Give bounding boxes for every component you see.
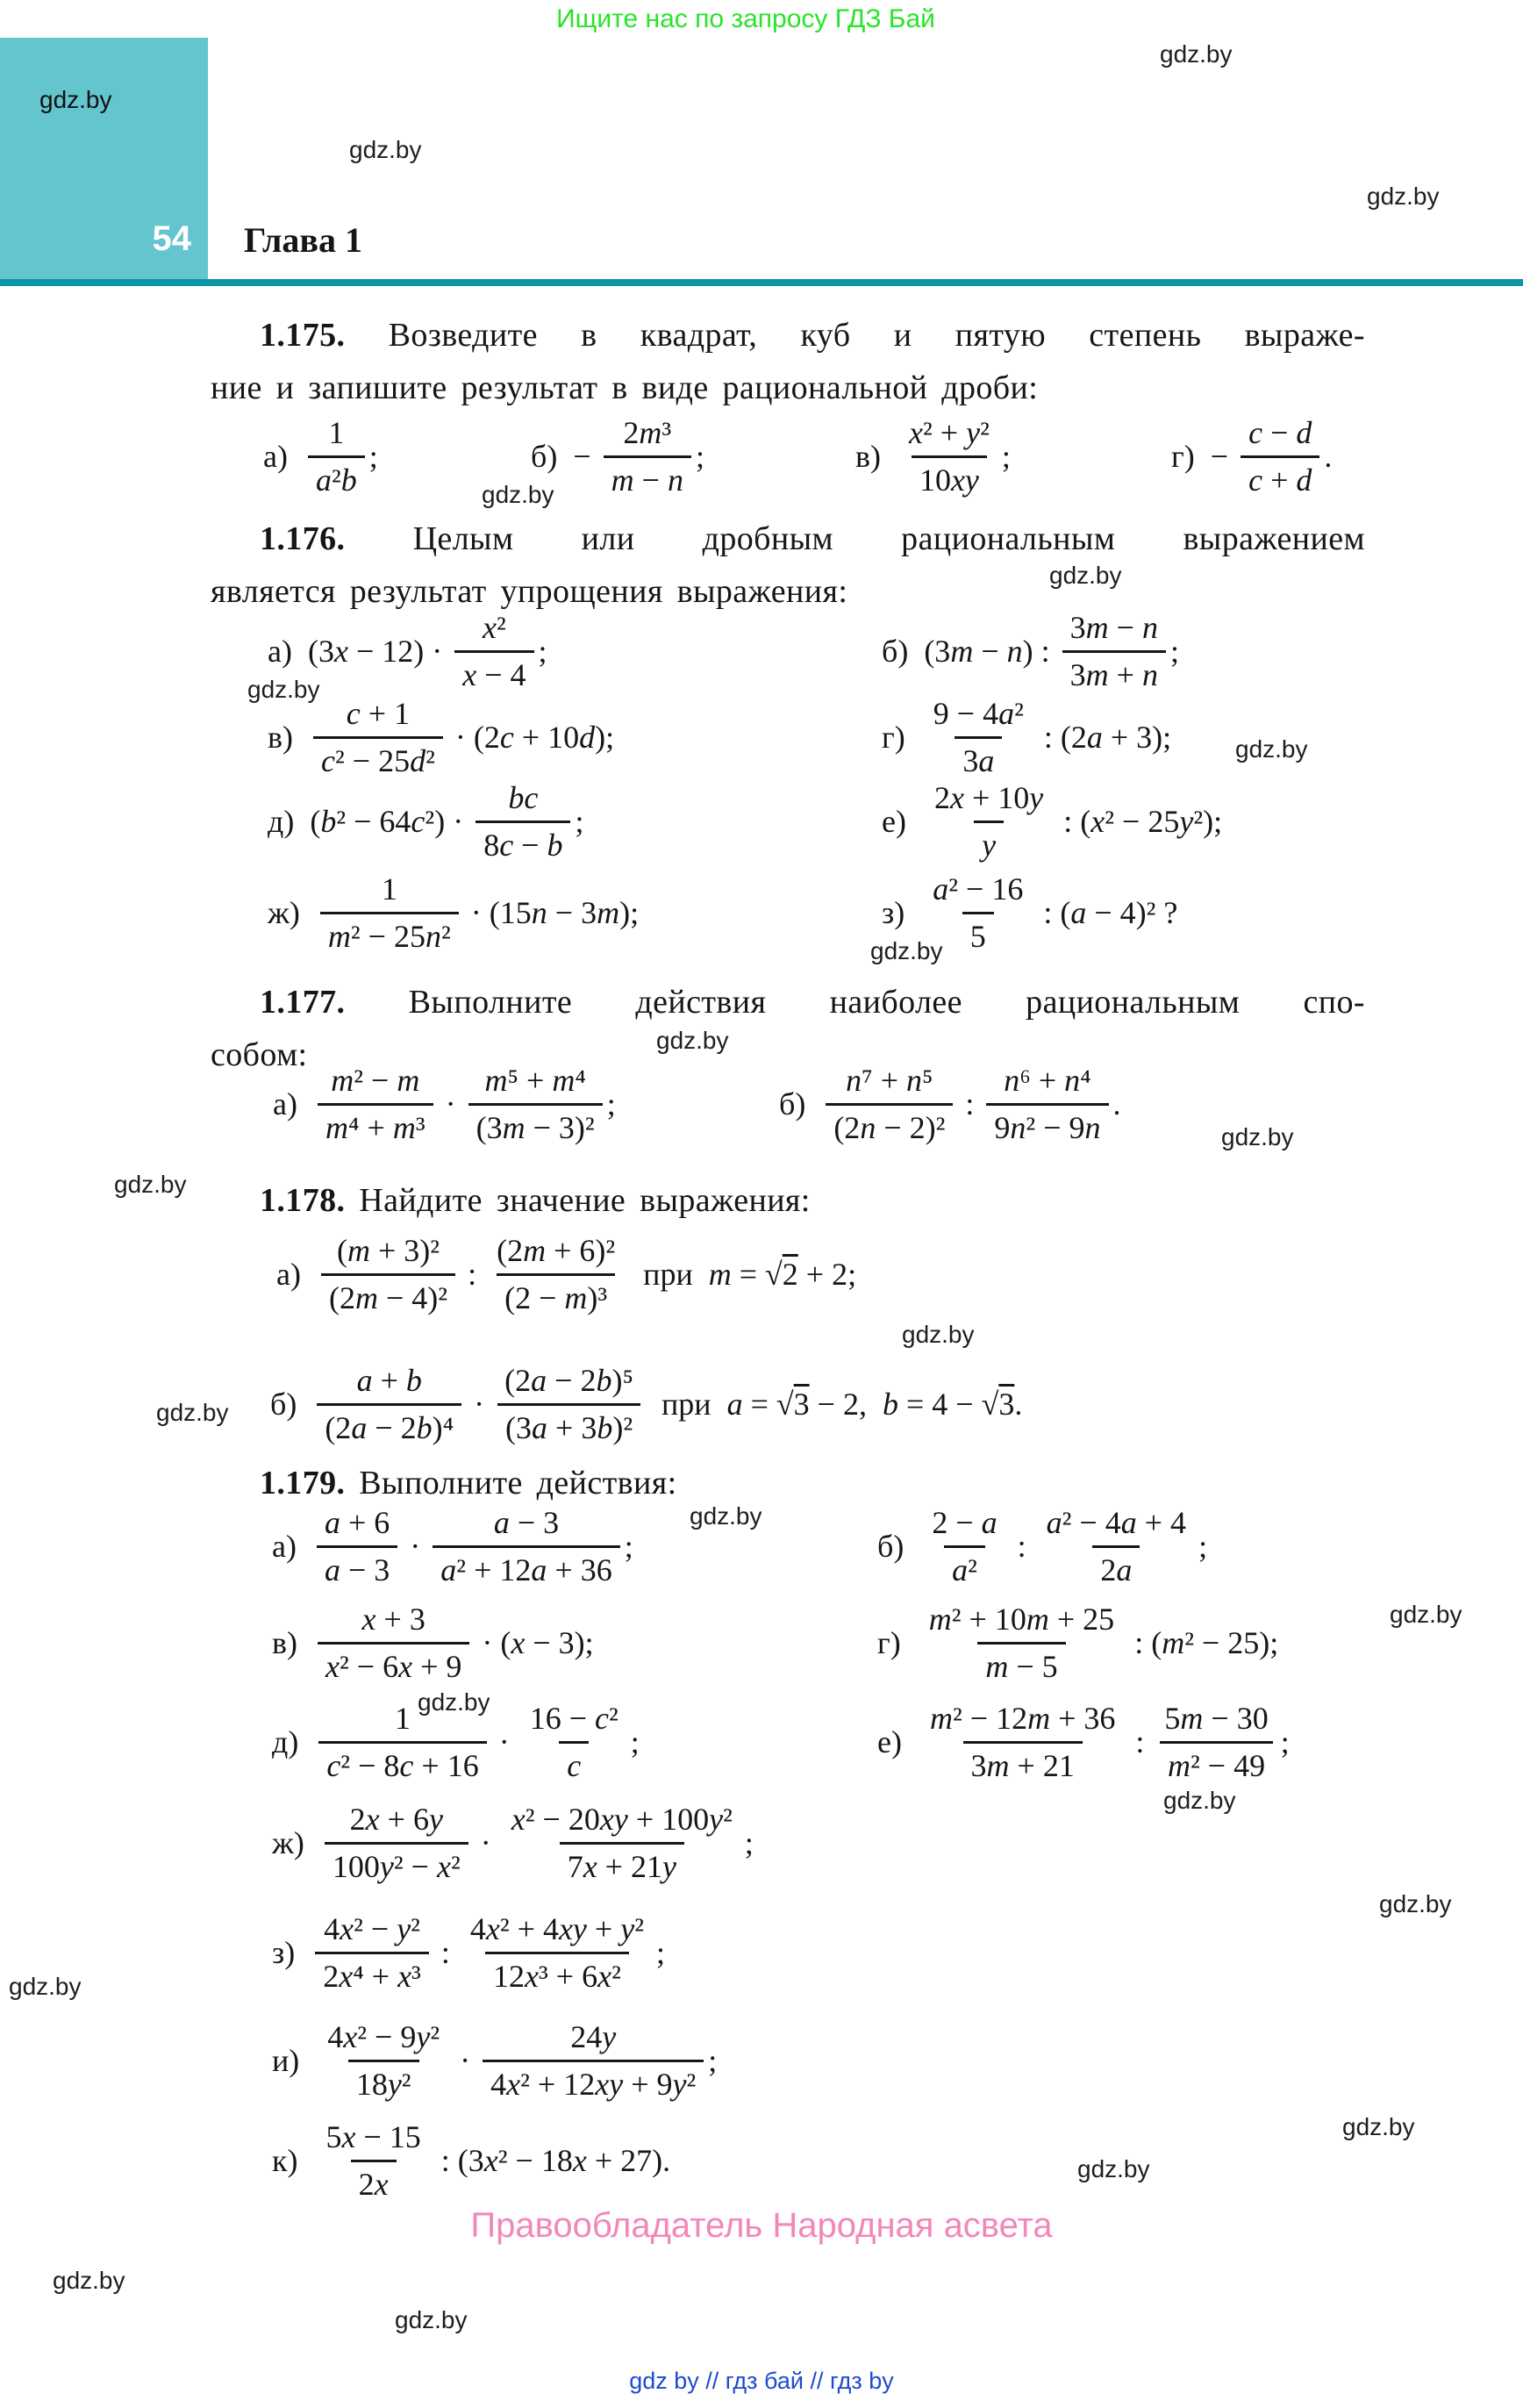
denominator: c	[559, 1741, 589, 1784]
formula-text: (3x − 12) ·	[307, 634, 451, 669]
fraction	[924, 1504, 1005, 1588]
watermark: gdz.by	[690, 1502, 762, 1530]
item-label: к)	[272, 2143, 298, 2178]
chapter-title: Глава 1	[244, 220, 362, 260]
watermark: gdz.by	[114, 1171, 187, 1198]
fraction	[522, 1700, 626, 1784]
numerator: 3m − n	[1069, 610, 1158, 645]
numerator: 24y	[570, 2019, 617, 2054]
numerator: (2a − 2b)⁵	[504, 1363, 634, 1398]
fraction	[921, 1601, 1122, 1685]
fraction	[926, 779, 1051, 864]
numerator: 5m − 30	[1164, 1701, 1269, 1736]
denominator: 100y² − x²	[325, 1842, 468, 1885]
numerator: m² − m	[331, 1063, 420, 1098]
numerator: 16 − c²	[529, 1701, 618, 1736]
denominator: 12x³ + 6x²	[485, 1952, 629, 1995]
formula-text: :	[433, 1935, 458, 1970]
fraction	[462, 1910, 652, 1995]
numerator: 4x² − 9y²	[327, 2019, 440, 2054]
exercise-item-1.175-б	[531, 414, 704, 498]
item-label: б)	[531, 439, 558, 474]
denominator: 9n² − 9n	[986, 1103, 1108, 1146]
numerator: 9 − 4a²	[933, 696, 1024, 731]
formula-text: + 2;	[797, 1257, 857, 1292]
item-label: б)	[877, 1529, 905, 1564]
numerator: 5x − 15	[325, 2119, 421, 2154]
exercise-item-1.179-в	[272, 1601, 594, 1685]
formula-text: ·	[402, 1529, 429, 1564]
watermark: gdz.by	[9, 1973, 82, 2000]
formula-text: ;	[538, 634, 547, 669]
formula-text: : (3x² − 18x + 27).	[433, 2143, 671, 2178]
denominator: 4x² + 12xy + 9y²	[483, 2060, 704, 2103]
denominator: y	[974, 821, 1004, 864]
item-label: в)	[855, 439, 881, 474]
numerator: 2m³	[623, 415, 672, 450]
watermark: gdz.by	[902, 1321, 975, 1348]
formula-text: ·	[452, 2043, 479, 2078]
item-label: б)	[270, 1387, 297, 1422]
formula-text: ;	[1169, 634, 1179, 669]
problem-number: 1.179.	[260, 1465, 346, 1501]
denominator: a²b	[308, 455, 365, 498]
item-label: в)	[268, 720, 293, 755]
numerator: 2x + 10y	[933, 780, 1044, 815]
denominator: a² + 12a + 36	[433, 1545, 619, 1588]
exercise-item-1.176-ж	[268, 871, 639, 955]
watermark: gdz.by	[247, 676, 320, 703]
exercise-item-1.178-б	[270, 1362, 1022, 1446]
header-rule	[0, 279, 1523, 286]
numerator: 4x² + 4xy + y²	[469, 1911, 645, 1946]
exercise-item-1.175-г	[1171, 414, 1332, 498]
fraction	[1241, 414, 1319, 498]
problem-line: собом:	[211, 1036, 308, 1073]
denominator: 3m + 21	[963, 1741, 1083, 1784]
problem-text-1.178	[211, 1174, 1365, 1227]
denominator: m − 5	[977, 1642, 1065, 1685]
exercise-item-1.175-а	[263, 414, 378, 498]
numerator: x²	[482, 610, 506, 645]
item-label: г)	[882, 720, 905, 755]
page-number: 54	[152, 219, 191, 258]
watermark: gdz.by	[1367, 183, 1440, 210]
problem-line: 1.176. Целым или дробным рациональным выражением	[260, 520, 1365, 557]
item-label: а)	[272, 1529, 297, 1564]
fraction	[1039, 1504, 1194, 1588]
formula-text: ;	[624, 1529, 633, 1564]
formula-text: ;	[744, 1825, 754, 1860]
item-label: е)	[882, 804, 906, 839]
formula-text: · (15n − 3m);	[462, 895, 640, 930]
denominator: 3a	[955, 736, 1002, 779]
formula-text: .	[1112, 1086, 1121, 1122]
footer-links: gdz by // гдз бай // гдз by	[629, 2368, 894, 2394]
exercise-item-1.176-б	[882, 609, 1179, 693]
exercise-item-1.178-а	[276, 1232, 856, 1316]
formula-text: при m =	[627, 1257, 766, 1292]
numerator: 2x + 6y	[349, 1802, 443, 1837]
top-banner: Ищите нас по запросу ГДЗ Бай	[556, 4, 935, 33]
exercise-item-1.176-в	[268, 695, 614, 779]
fraction	[483, 2018, 704, 2103]
fraction	[468, 1062, 603, 1146]
numerator: n⁶ + n⁴	[1004, 1063, 1091, 1098]
formula-text: ;	[630, 1724, 640, 1759]
formula-text: ;	[1198, 1529, 1208, 1564]
problem-number: 1.177.	[260, 984, 346, 1021]
fraction	[308, 414, 365, 498]
item-label: а)	[273, 1086, 297, 1122]
numerator: x² + y²	[909, 415, 990, 450]
problem-text-1.175	[211, 309, 1365, 414]
formula-text: : (a − 4)² ?	[1035, 895, 1178, 930]
numerator: a − 3	[493, 1505, 560, 1540]
item-label: а)	[268, 634, 292, 669]
square-root: √2	[765, 1257, 798, 1292]
denominator: m⁴ + m³	[318, 1103, 433, 1146]
formula-text: :	[460, 1257, 485, 1292]
fraction	[317, 1504, 397, 1588]
exercise-item-1.175-в	[855, 414, 1011, 498]
fraction	[926, 695, 1032, 779]
exercise-item-1.179-а	[272, 1504, 633, 1588]
numerator: bc	[508, 780, 539, 815]
fraction	[922, 1700, 1123, 1784]
denominator: a − 3	[317, 1545, 397, 1588]
formula-text: −	[573, 439, 599, 474]
denominator: 2x	[351, 2160, 397, 2203]
formula-text: − 2, b = 4 −	[809, 1387, 982, 1422]
problem-number: 1.178.	[260, 1182, 346, 1219]
fraction	[604, 414, 691, 498]
formula-text: ·	[437, 1086, 464, 1122]
item-label: б)	[882, 634, 909, 669]
numerator: a + 6	[324, 1505, 390, 1540]
fraction	[433, 1504, 619, 1588]
fraction	[319, 2018, 447, 2103]
item-label: б)	[779, 1086, 806, 1122]
formula-text: ;	[1280, 1724, 1290, 1759]
formula-text: .	[1014, 1387, 1023, 1422]
exercise-item-1.179-б	[877, 1504, 1207, 1588]
square-root: √3	[776, 1387, 810, 1422]
square-root: √3	[981, 1387, 1015, 1422]
numerator: c − d	[1248, 415, 1312, 450]
formula-text: при a =	[646, 1387, 776, 1422]
problem-number: 1.176.	[260, 520, 346, 557]
formula-text: ;	[695, 439, 704, 474]
fraction	[318, 1601, 469, 1685]
numerator: m² + 10m + 25	[928, 1602, 1115, 1637]
denominator: 2x⁴ + x³	[315, 1952, 429, 1995]
denominator: (2 − m)³	[497, 1273, 615, 1316]
item-label: з)	[272, 1935, 296, 1970]
item-label: а)	[276, 1257, 301, 1292]
denominator: 5	[962, 912, 994, 955]
fraction	[901, 414, 997, 498]
numerator: a + b	[356, 1363, 422, 1398]
problem-line: 1.175. Возведите в квадрат, куб и пятую степень выраже-	[260, 317, 1365, 354]
exercise-item-1.176-д	[268, 779, 584, 864]
denominator: c² − 8c + 16	[318, 1741, 486, 1784]
numerator: 1	[328, 415, 345, 450]
numerator: n⁷ + n⁵	[846, 1063, 933, 1098]
item-label: ж)	[272, 1825, 304, 1860]
formula-text: · (2c + 10d);	[447, 720, 615, 755]
formula-text: :	[957, 1086, 983, 1122]
fraction	[497, 1362, 641, 1446]
formula-text: : (2a + 3);	[1035, 720, 1172, 755]
denominator: (3m − 3)²	[468, 1103, 603, 1146]
denominator: 7x + 21y	[560, 1842, 684, 1885]
formula-text: ·	[472, 1825, 499, 1860]
watermark: gdz.by	[1077, 2155, 1150, 2182]
fraction	[489, 1232, 623, 1316]
exercise-item-1.176-г	[882, 695, 1171, 779]
formula-text: ;	[575, 804, 584, 839]
exercise-item-1.177-а	[273, 1062, 616, 1146]
exercise-item-1.179-г	[877, 1601, 1278, 1685]
fraction	[475, 779, 570, 864]
problem-text-1.176	[211, 512, 1365, 618]
denominator: c² − 25d²	[313, 736, 443, 779]
formula-text: · (x − 3);	[474, 1625, 594, 1660]
numerator: m² − 12m + 36	[929, 1701, 1116, 1736]
denominator: c + d	[1241, 455, 1319, 498]
fraction	[325, 1801, 468, 1885]
formula-text: :	[1009, 1529, 1034, 1564]
fraction	[318, 1062, 433, 1146]
watermark: gdz.by	[418, 1688, 490, 1716]
numerator: (m + 3)²	[336, 1233, 440, 1268]
denominator: x² − 6x + 9	[318, 1642, 469, 1685]
formula-text: .	[1324, 439, 1333, 474]
item-label: е)	[877, 1724, 902, 1759]
problem-number: 1.175.	[260, 317, 346, 354]
formula-text: ;	[368, 439, 378, 474]
denominator: 10xy	[912, 455, 987, 498]
exercise-item-1.179-ж	[272, 1801, 754, 1885]
item-label: а)	[263, 439, 288, 474]
numerator: (2m + 6)²	[497, 1233, 616, 1268]
denominator: (3a + 3b)²	[497, 1403, 640, 1446]
watermark: gdz.by	[482, 481, 554, 508]
item-label: и)	[272, 2043, 300, 2078]
denominator: 3m + n	[1062, 650, 1166, 693]
fraction	[315, 1910, 429, 1995]
formula-text: −	[1210, 439, 1237, 474]
watermark: gdz.by	[53, 2267, 125, 2294]
watermark: gdz.by	[1160, 40, 1233, 68]
denominator: x − 4	[454, 650, 533, 693]
numerator: 1	[381, 871, 397, 907]
fraction	[1156, 1700, 1276, 1784]
denominator: 8c − b	[475, 821, 570, 864]
formula-text: (3m − n) :	[924, 634, 1058, 669]
copyright-note: Правообладатель Народная асвета	[470, 2206, 1053, 2245]
numerator: c + 1	[346, 696, 411, 731]
numerator: x² − 20xy + 100y²	[511, 1802, 733, 1837]
fraction	[317, 1362, 461, 1446]
watermark: gdz.by	[1163, 1787, 1236, 1814]
numerator: 2 − a	[932, 1505, 997, 1540]
formula-text: ;	[1001, 439, 1011, 474]
exercise-item-1.176-е	[882, 779, 1222, 864]
numerator: x + 3	[361, 1602, 425, 1637]
watermark: gdz.by	[1342, 2113, 1415, 2140]
watermark: gdz.by	[39, 86, 112, 113]
numerator: m⁵ + m⁴	[484, 1063, 586, 1098]
watermark: gdz.by	[656, 1027, 729, 1054]
formula-text: (b² − 64c²) ·	[310, 804, 472, 839]
item-label: д)	[268, 804, 295, 839]
item-label: з)	[882, 895, 905, 930]
denominator: m² − 49	[1160, 1741, 1273, 1784]
numerator: a² − 4a + 4	[1046, 1505, 1187, 1540]
exercise-item-1.179-е	[877, 1700, 1290, 1784]
item-label: г)	[877, 1625, 901, 1660]
exercise-item-1.179-к	[272, 2118, 670, 2203]
problem-line: 1.179. Выполните действия:	[260, 1465, 677, 1501]
formula-text: ;	[606, 1086, 616, 1122]
item-label: в)	[272, 1625, 297, 1660]
problem-line: является результат упрощения выражения:	[211, 573, 848, 610]
watermark: gdz.by	[156, 1399, 229, 1426]
fraction	[318, 2118, 428, 2203]
fraction	[1062, 609, 1166, 693]
item-label: ж)	[268, 895, 300, 930]
formula-text: ·	[490, 1724, 518, 1759]
watermark: gdz.by	[870, 937, 943, 964]
formula-text: ;	[708, 2043, 718, 2078]
denominator: (2n − 2)²	[826, 1103, 953, 1146]
fraction	[986, 1062, 1108, 1146]
problem-line: 1.178. Найдите значение выражения:	[260, 1182, 811, 1219]
numerator: 4x² − y²	[324, 1911, 420, 1946]
watermark: gdz.by	[1049, 562, 1122, 589]
fraction	[320, 871, 459, 955]
numerator: 1	[395, 1701, 411, 1736]
watermark: gdz.by	[1235, 735, 1308, 763]
problem-line: ние и запишите результат в виде рациональной дроби:	[211, 369, 1039, 406]
item-label: г)	[1171, 439, 1195, 474]
exercise-item-1.177-б	[779, 1062, 1121, 1146]
denominator: 2a	[1092, 1545, 1140, 1588]
denominator: m − n	[604, 455, 691, 498]
denominator: 18y²	[348, 2060, 419, 2103]
fraction	[504, 1801, 740, 1885]
fraction	[454, 609, 533, 693]
formula-text: : (x² − 25y²);	[1055, 804, 1223, 839]
fraction	[313, 695, 443, 779]
problem-line: 1.177. Выполните действия наиболее рациональным спо-	[260, 984, 1365, 1021]
fraction	[826, 1062, 953, 1146]
numerator: a² − 16	[933, 871, 1024, 907]
formula-text: :	[1127, 1724, 1153, 1759]
denominator: a²	[944, 1545, 985, 1588]
formula-text: ;	[656, 1935, 666, 1970]
formula-text: : (m² − 25);	[1126, 1625, 1279, 1660]
problem-text-1.179	[211, 1457, 1365, 1509]
watermark: gdz.by	[1221, 1123, 1294, 1150]
denominator: (2a − 2b)⁴	[317, 1403, 461, 1446]
fraction	[321, 1232, 455, 1316]
formula-text: ·	[466, 1387, 493, 1422]
denominator: (2m − 4)²	[321, 1273, 455, 1316]
exercise-item-1.179-и	[272, 2018, 717, 2103]
watermark: gdz.by	[1379, 1890, 1452, 1917]
exercise-item-1.179-з	[272, 1910, 665, 1995]
item-label: д)	[272, 1724, 299, 1759]
watermark: gdz.by	[1390, 1601, 1462, 1628]
watermark: gdz.by	[349, 136, 422, 163]
denominator: m² − 25n²	[320, 912, 459, 955]
watermark: gdz.by	[395, 2306, 468, 2333]
